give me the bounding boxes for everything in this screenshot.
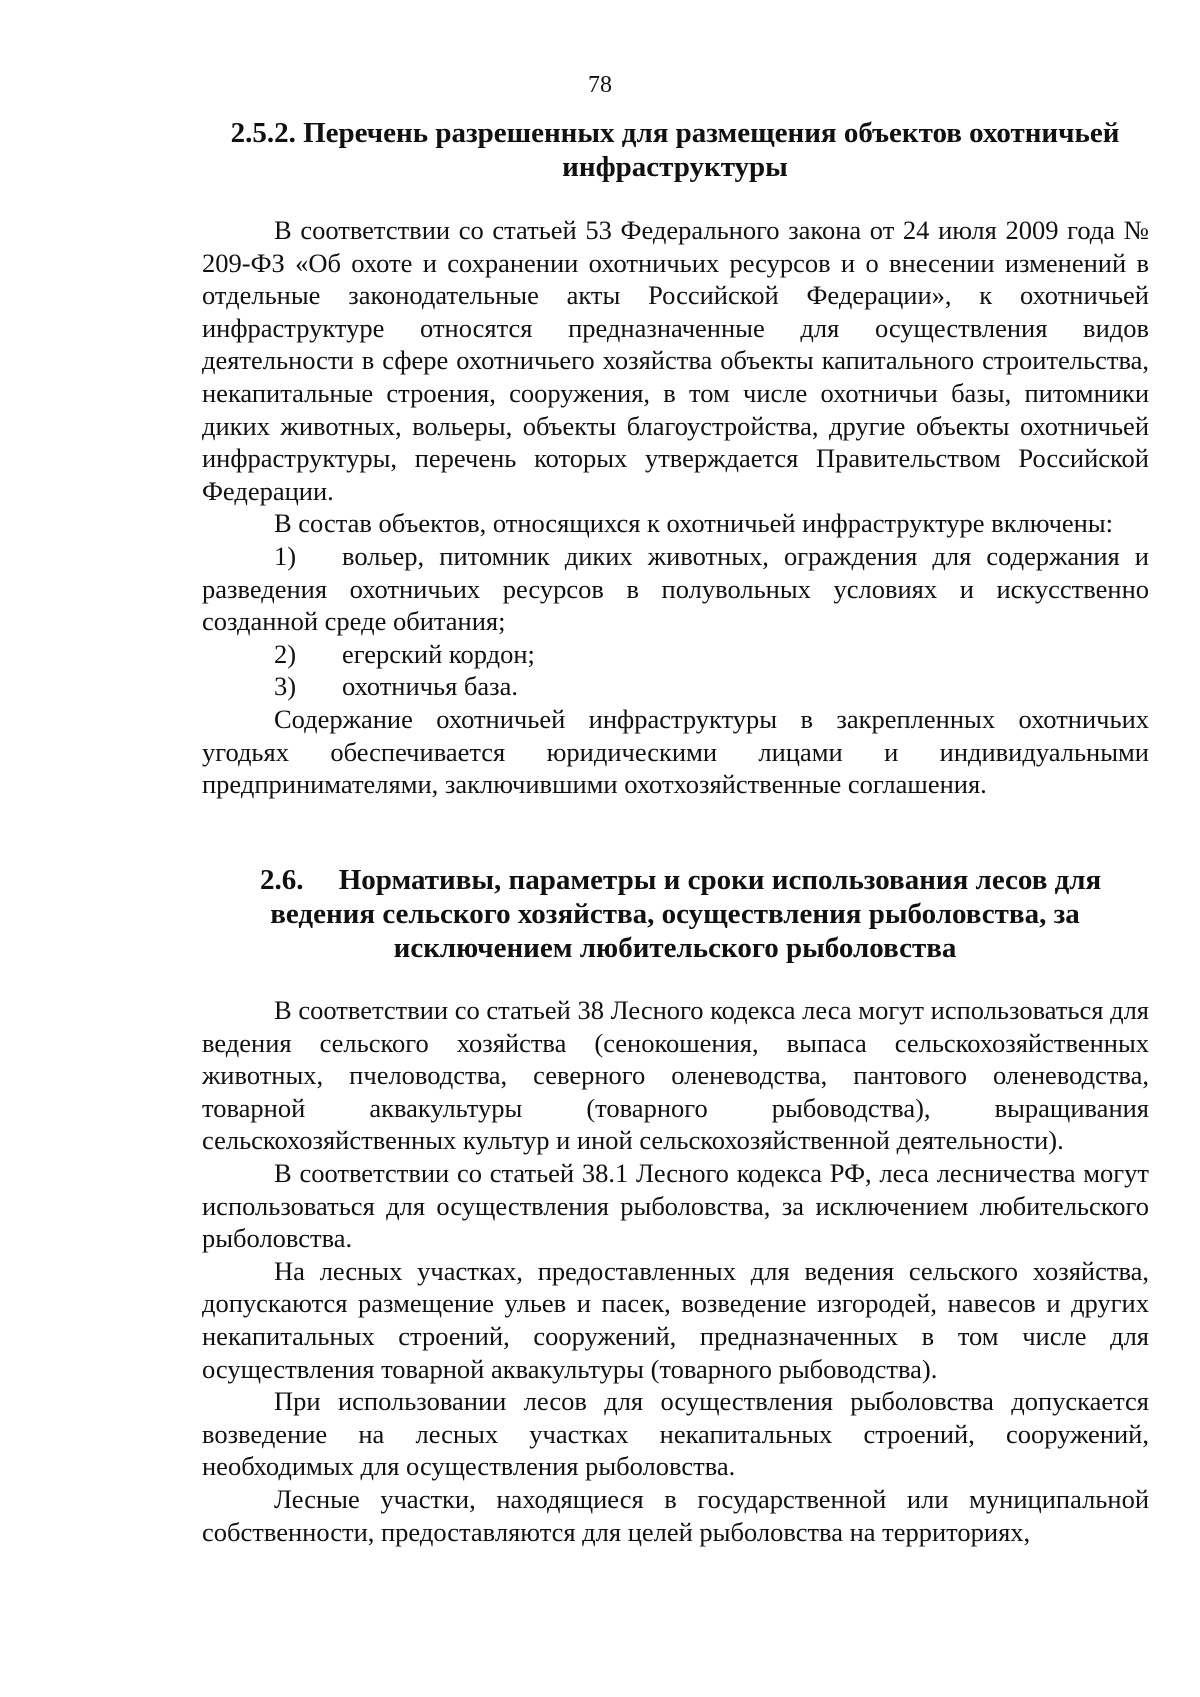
paragraph: Лесные участки, находящиеся в государственной или муниципальной собственности, предоставляются для целей рыболовства на территориях, bbox=[202, 1483, 1149, 1547]
list-item-number: 1) bbox=[274, 540, 297, 571]
paragraph: В соответствии со статьей 38.1 Лесного кодекса РФ, леса лесничества могут использоваться для осуществления рыболовства, за исключением любительского рыболовства. bbox=[202, 1157, 1149, 1254]
heading-line: инфраструктуры bbox=[562, 151, 788, 183]
list-item-text: охотничья база. bbox=[342, 671, 519, 702]
list-item-text: вольер, питомник диких животных, ограждения для содержания и разведения охотничьих ресурсов в полувольных условиях и искусственно созданной среде обитания; bbox=[202, 540, 1149, 637]
paragraph: При использовании лесов для осуществления рыболовства допускается возведение на лесных участках некапитальных строений, сооружений, необходимых для осуществления рыболовства. bbox=[202, 1386, 1149, 1482]
heading-line: 2.5.2. Перечень разрешенных для размещения объектов охотничьей bbox=[230, 117, 1120, 149]
list-item-number: 3) bbox=[274, 671, 297, 702]
paragraph: Содержание охотничьей инфраструктуры в закрепленных охотничьих угодьях обеспечивается юридическими лицами и индивидуальными предпринимателями, заключившими охотхозяйственные соглашения. bbox=[202, 703, 1149, 800]
paragraph: В соответствии со статьей 38 Лесного кодекса леса могут использоваться для ведения сельского хозяйства (сенокошения, выпаса сельскохозяйственных животных, пчеловодства, северного оленеводства, пантового оленеводства, товарной аквакультуры (товарного рыбоводства), выращивания сельскохозяйственных культур и иной сельскохозяйственной деятельности). bbox=[202, 995, 1149, 1156]
list-item bbox=[202, 638, 1149, 671]
paragraph: В соответствии со статьей 53 Федерального закона от 24 июля 2009 года № 209-ФЗ «Об охоте и сохранении охотничьих ресурсов и о внесении изменений в отдельные законодательные акты Российской Федерации», к охотничьей инфраструктуре относятся предназначенные для осуществления видов деятельности в сфере охотничьего хозяйства объекты капитального строительства, некапитальные строения, сооружения, в том числе охотничьи базы, питомники диких животных, вольеры, объекты благоустройства, другие объекты охотничьей инфраструктуры, перечень которых утверждается Правительством Российской Федерации. bbox=[202, 215, 1149, 506]
section-heading-2-6 bbox=[200, 863, 1150, 965]
page-number: 78 bbox=[588, 72, 612, 98]
list-item bbox=[202, 540, 1149, 638]
section-number: 2.6. bbox=[260, 864, 304, 896]
section-body-2-5-2 bbox=[202, 214, 1149, 801]
heading-line: исключением любительского рыболовства bbox=[393, 932, 957, 964]
heading-line: Нормативы, параметры и сроки использования лесов для bbox=[338, 864, 1102, 896]
section-heading-2-5-2 bbox=[200, 116, 1150, 184]
paragraph: На лесных участках, предоставленных для ведения сельского хозяйства, допускаются размещение ульев и пасек, возведение изгородей, навесов и других некапитальных строений, сооружений, предназначенных в том числе для осуществления товарной аквакультуры (товарного рыбоводства). bbox=[202, 1255, 1149, 1384]
paragraph: В состав объектов, относящихся к охотничьей инфраструктуре включены: bbox=[274, 508, 1114, 539]
list-item-number: 2) bbox=[274, 638, 297, 669]
list-item-text: егерский кордон; bbox=[342, 638, 535, 669]
list-item bbox=[202, 670, 1149, 703]
heading-line: ведения сельского хозяйства, осуществления рыболовства, за bbox=[270, 898, 1080, 930]
section-body-2-6 bbox=[202, 994, 1149, 1548]
